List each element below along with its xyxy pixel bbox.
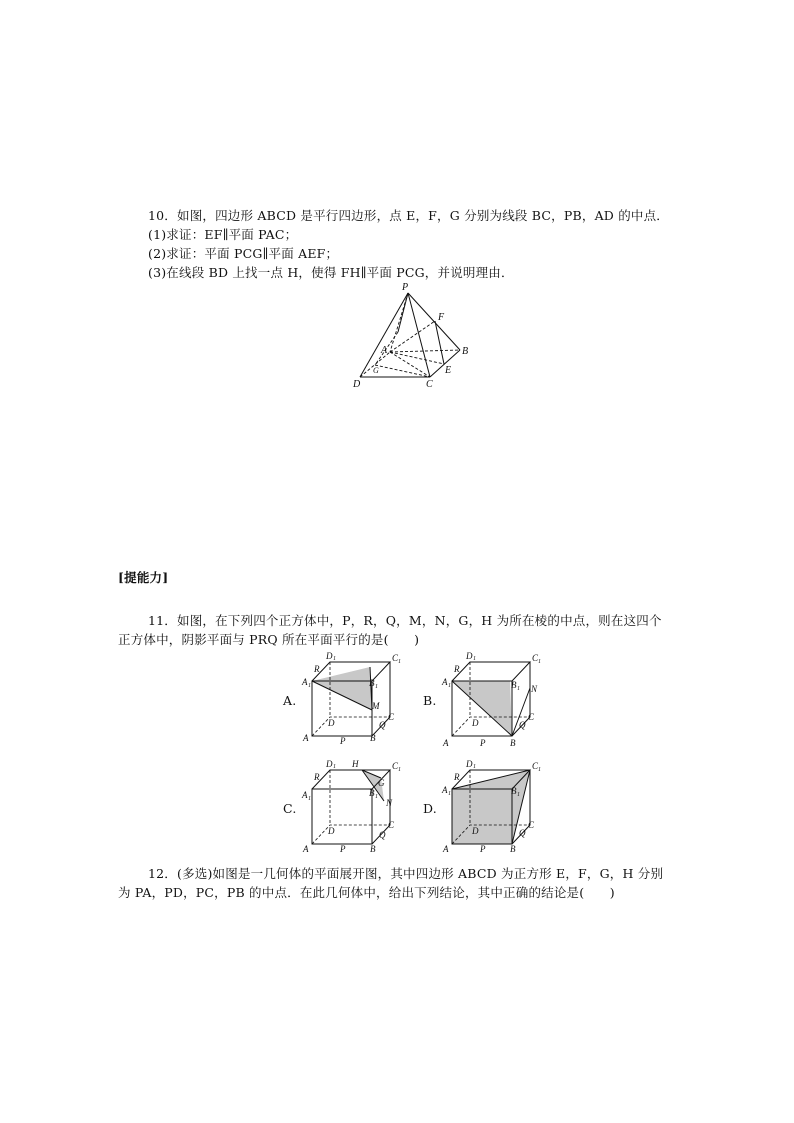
svg-text:C: C [532,761,539,771]
svg-text:Q: Q [519,828,526,838]
svg-text:C: C [532,653,539,663]
svg-text:1: 1 [473,764,476,770]
svg-text:C: C [388,820,395,830]
svg-text:1: 1 [517,686,520,692]
svg-text:A: A [443,844,449,854]
svg-text:B: B [369,678,375,688]
svg-text:C: C [392,761,399,771]
svg-text:G: G [378,778,385,788]
q10-line-1: 10．如图，四边形 ABCD 是平行四边形，点 E，F，G 分别为线段 BC，PB，AD 的中点． [148,208,669,223]
svg-text:C: C [388,712,395,722]
svg-text:A: A [303,844,309,854]
svg-text:1: 1 [308,683,311,689]
svg-text:Q: Q [379,830,386,840]
svg-text:A: A [442,677,448,687]
svg-text:C: C [528,712,535,722]
option-b-label: B. [423,693,437,708]
q10-line-2: (1)求证：EF∥平面 PAC； [148,227,298,242]
svg-text:R: R [454,772,460,782]
edge-AF [390,321,435,352]
svg-text:R: R [454,664,460,674]
svg-text:D: D [326,759,333,769]
svg-text:A: A [442,785,448,795]
svg-text:B: B [511,786,517,796]
label-G: G [373,366,379,375]
label-C: C [426,379,433,390]
svg-text:B: B [510,844,516,854]
edge-PD [360,293,408,377]
svg-text:1: 1 [333,656,336,662]
svg-text:B: B [369,788,375,798]
label-P: P [402,282,409,293]
svg-text:N: N [531,684,538,694]
edge-GC [375,365,430,377]
svg-text:R: R [314,772,320,782]
svg-text:D: D [328,826,335,836]
svg-text:1: 1 [538,659,541,665]
svg-text:1: 1 [517,792,520,798]
svg-text:P: P [340,736,346,746]
svg-text:B: B [510,738,516,748]
cube-figure-c [300,756,410,856]
edge-AB [390,350,460,352]
section-title: [提能力] [118,570,169,585]
svg-text:1: 1 [448,683,451,689]
svg-text:1: 1 [398,767,401,773]
svg-text:B: B [370,733,376,743]
svg-text:1: 1 [308,796,311,802]
cube-figure-a [300,648,410,748]
q11-line-2: 正方体中，阴影平面与 PRQ 所在平面平行的是( ) [118,632,420,647]
svg-text:D: D [328,718,335,728]
svg-text:P: P [480,738,486,748]
svg-text:1: 1 [448,791,451,797]
label-A: A [381,345,388,356]
svg-text:1: 1 [398,659,401,665]
label-E: E [445,365,452,376]
svg-text:H: H [352,759,359,769]
svg-text:1: 1 [538,767,541,773]
svg-text:D: D [466,759,473,769]
svg-text:D: D [326,651,333,661]
option-a-label: A. [283,693,297,708]
svg-text:A: A [302,677,308,687]
q12-line-1: 12．(多选)如图是一几何体的平面展开图，其中四边形 ABCD 为正方形 E，F，G，H 分别 [148,866,664,881]
svg-text:P: P [340,844,346,854]
svg-text:N: N [386,798,393,808]
cube-figure-d [440,756,550,856]
option-c-label: C. [283,801,297,816]
q10-line-3: (2)求证：平面 PCG∥平面 AEF； [148,246,339,261]
label-D: D [353,379,361,390]
svg-text:1: 1 [375,684,378,690]
label-F: F [438,312,445,323]
svg-text:B: B [511,680,517,690]
svg-text:1: 1 [333,764,336,770]
svg-text:M: M [372,701,380,711]
svg-text:C: C [528,820,535,830]
svg-text:A: A [443,738,449,748]
pyramid-figure [350,280,480,390]
svg-text:D: D [466,651,473,661]
option-d-label: D. [423,801,437,816]
svg-text:D: D [472,718,479,728]
svg-text:Q: Q [519,720,526,730]
svg-text:C: C [392,653,399,663]
q10-line-4: (3)在线段 BD 上找一点 H，使得 FH∥平面 PCG，并说明理由． [148,265,514,280]
svg-text:R: R [314,664,320,674]
svg-text:1: 1 [473,656,476,662]
q12-line-2: 为 PA，PD，PC，PB 的中点．在此几何体中，给出下列结论，其中正确的结论是( ) [118,885,615,900]
svg-text:A: A [302,790,308,800]
edge-AE [390,352,444,364]
cube-figure-b [440,648,550,748]
label-B: B [462,346,469,357]
q11-line-1: 11．如图，在下列四个正方体中，P，R，Q，M，N，G，H 为所在棱的中点，则在这四个 [148,613,662,628]
svg-text:A: A [303,733,309,743]
svg-text:P: P [480,844,486,854]
svg-text:Q: Q [379,720,386,730]
svg-text:1: 1 [375,794,378,800]
svg-text:D: D [472,826,479,836]
svg-text:B: B [370,844,376,854]
